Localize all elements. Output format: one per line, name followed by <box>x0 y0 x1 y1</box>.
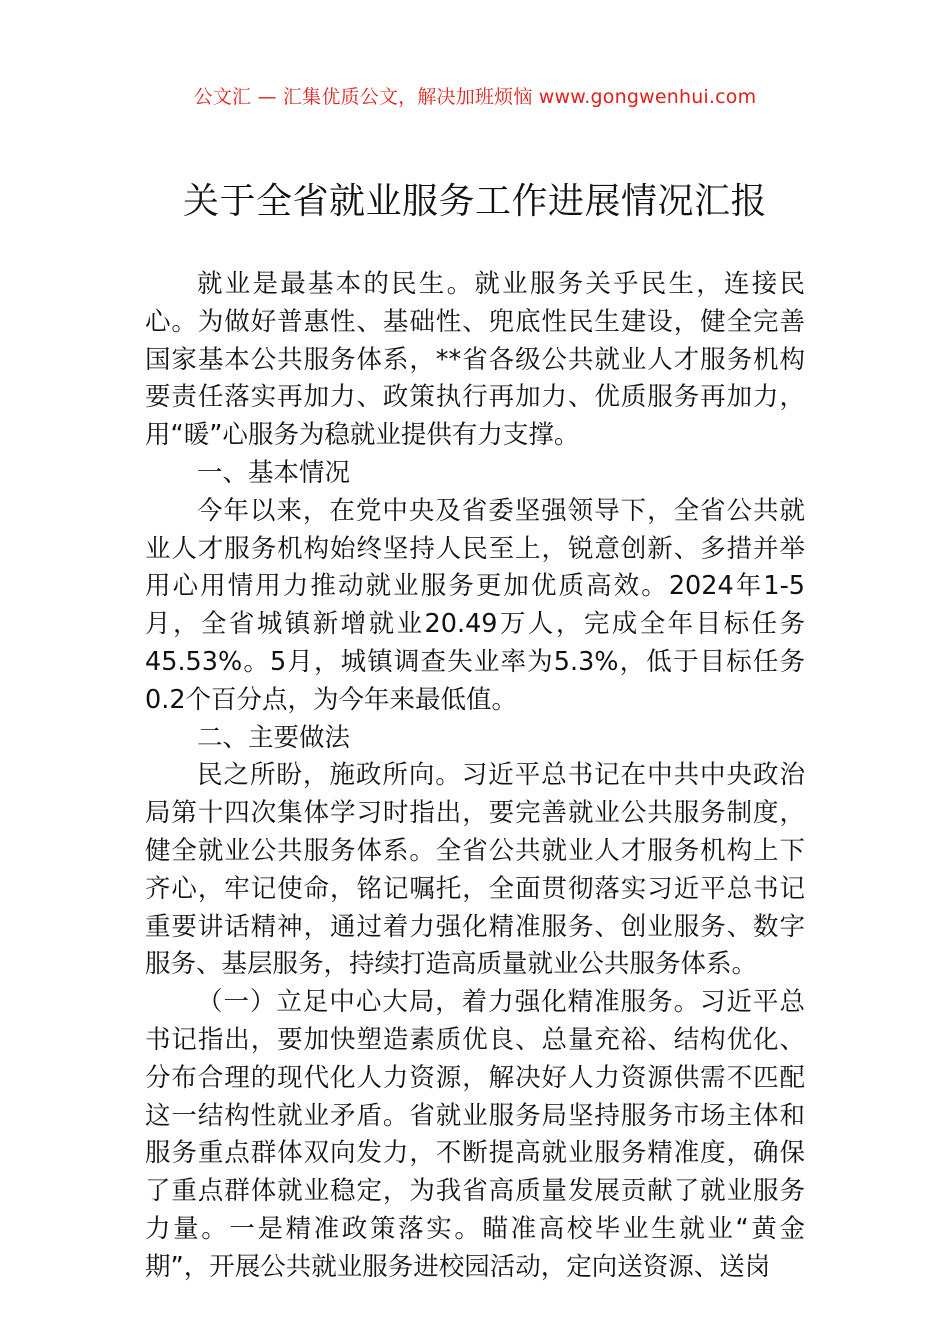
intro-paragraph: 就业是最基本的民生。就业服务关乎民生，连接民心。为做好普惠性、基础性、兜底性民生建设，健全完善国家基本公共服务体系，**省各级公共就业人才服务机构要责任落实再加力、政策执行再加力、优质服务再加力，用“暖”心服务为稳就业提供有力支撑。 <box>145 269 805 451</box>
section-heading-main-practices: 二、主要做法 <box>197 722 351 753</box>
main-practices-paragraph: 民之所盼，施政所向。习近平总书记在中共中央政治局第十四次集体学习时指出，要完善就业公共服务制度，健全就业公共服务体系。全省公共就业人才服务机构上下齐心，牢记使命，铭记嘱托，全面贯彻落实习近平总书记重要讲话精神，通过着力强化精准服务、创业服务、数字服务、基层服务，持续打造高质量就业公共服务体系。 <box>145 760 805 980</box>
section-heading-basic-situation: 一、基本情况 <box>197 457 351 488</box>
document-title: 关于全省就业服务工作进展情况汇报 <box>182 181 767 222</box>
watermark-header[interactable]: 公文汇 — 汇集优质公文，解决加班烦恼 www.gongwenhui.com <box>193 86 757 108</box>
subsection-precise-service-paragraph: （一）立足中心大局，着力强化精准服务。习近平总书记指出，要加快塑造素质优良、总量充裕、结构优化、分布合理的现代化人力资源，解决好人力资源供需不匹配这一结构性就业矛盾。省就业服务局坚持服务市场主体和服务重点群体双向发力，不断提高就业服务精准度，确保了重点群体就业稳定，为我省高质量发展贡献了就业服务力量。一是精准政策落实。瞄准高校毕业生就业“黄金期”，开展公共就业服务进校园活动，定向送资源、送岗 <box>145 987 805 1282</box>
document-body <box>145 266 805 1287</box>
basic-situation-paragraph: 今年以来，在党中央及省委坚强领导下，全省公共就业人才服务机构始终坚持人民至上，锐意创新、多措并举用心用情用力推动就业服务更加优质高效。2024年1-5月，全省城镇新增就业20.49万人，完成全年目标任务45.53%。5月，城镇调查失业率为5.3%，低于目标任务0.2个百分点，为今年来最低值。 <box>145 495 805 715</box>
